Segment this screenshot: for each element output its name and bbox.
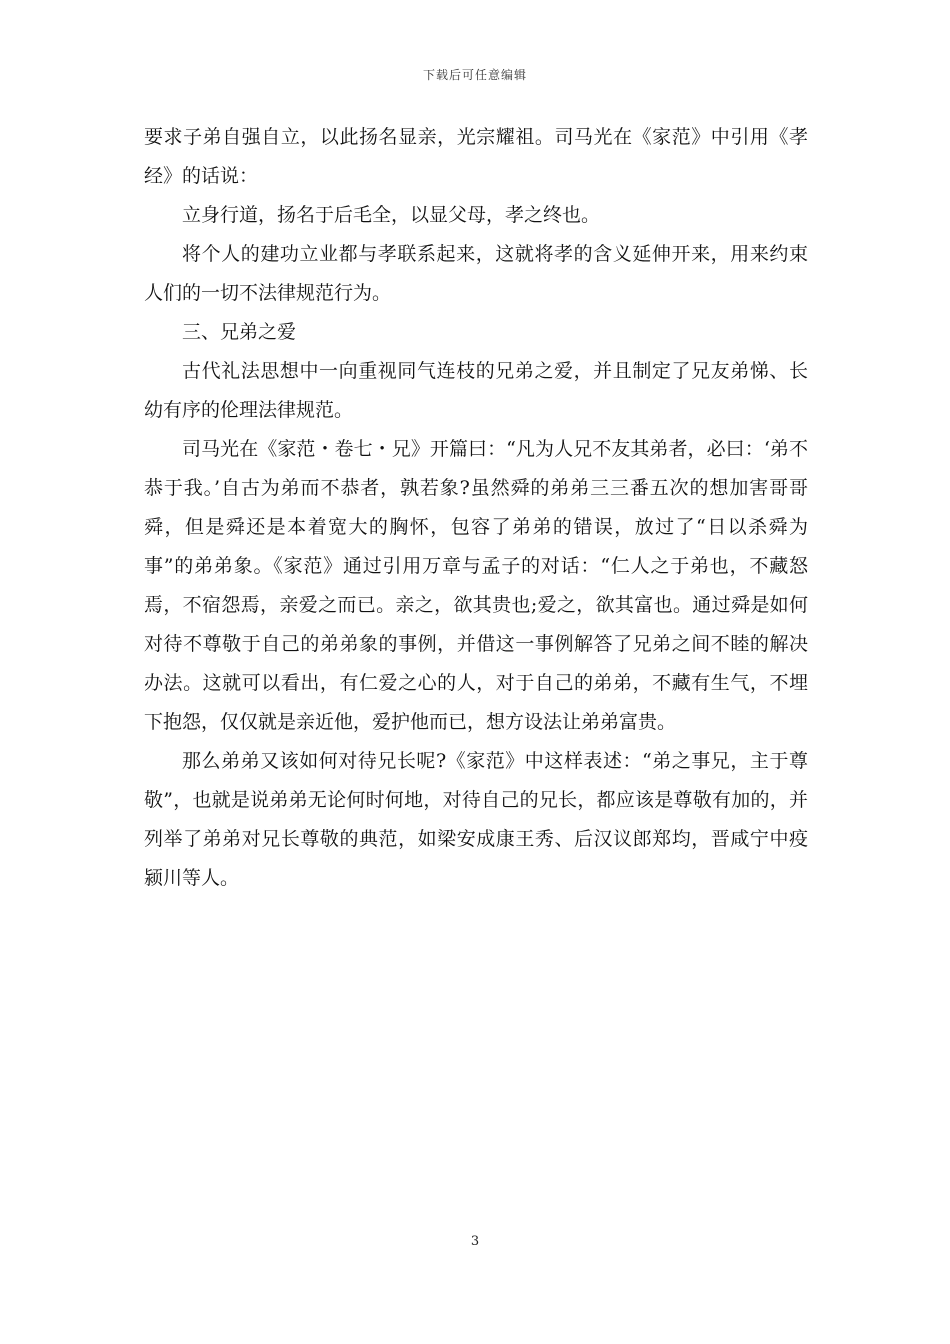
paragraph: 司马光在《家范・卷七・兄》开篇曰：“凡为人兄不友其弟者，必曰：‘弟不恭于我。’自古为弟而不恭者，孰若象?虽然舜的弟弟三三番五次的想加害哥哥舜，但是舜还是本着宽大的胸怀，包容了弟弟的错误，放过了“日以杀舜为事”的弟弟象。《家范》通过引用万章与孟子的对话：“仁人之于弟也，不藏怒焉，不宿怨焉，亲爱之而已。亲之，欲其贵也;爱之，欲其富也。通过舜是如何对待不尊敬于自己的弟弟象的事例，并借这一事例解答了兄弟之间不睦的解决办法。这就可以看出，有仁爱之心的人，对于自己的弟弟，不藏有生气，不埋下抱怨，仅仅就是亲近他，爱护他而已，想方设法让弟弟富贵。 (144, 438, 808, 733)
paragraph: 古代礼法思想中一向重视同气连枝的兄弟之爱，并且制定了兄友弟悌、长幼有序的伦理法律规范。 (144, 360, 808, 421)
paragraph-quote: 立身行道，扬名于后毛全，以显父母，孝之终也。 (182, 204, 601, 226)
document-body (144, 118, 808, 898)
page-number: 3 (470, 1234, 480, 1249)
page-header-note: 下载后可任意编辑 (422, 68, 527, 82)
paragraph: 将个人的建功立业都与孝联系起来，这就将孝的含义延伸开来，用来约束人们的一切不法律规范行为。 (144, 243, 808, 304)
paragraph-continuation: 要求子弟自强自立，以此扬名显亲，光宗耀祖。司马光在《家范》中引用《孝经》的话说： (144, 126, 808, 187)
section-heading: 三、兄弟之爱 (182, 321, 297, 343)
paragraph: 那么弟弟又该如何对待兄长呢?《家范》中这样表述：“弟之事兄，主于尊敬”，也就是说弟弟无论何时何地，对待自己的兄长，都应该是尊敬有加的，并列举了弟弟对兄长尊敬的典范，如梁安成康王秀、后汉议郎郑均，晋咸宁中疫颍川等人。 (144, 750, 808, 889)
